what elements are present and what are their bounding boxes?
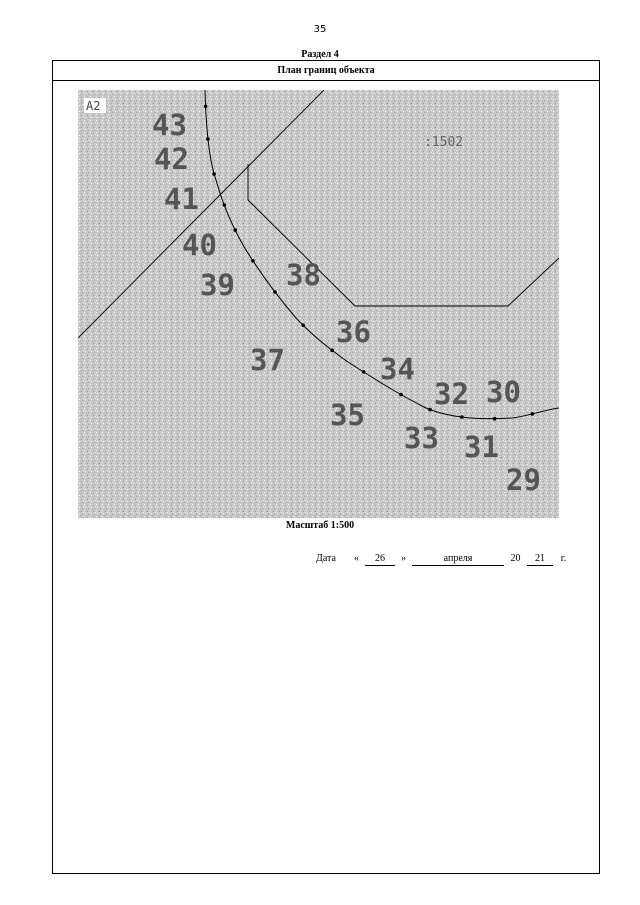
point-label-29: 29 (506, 463, 541, 497)
parcel-label: :1502 (424, 135, 464, 150)
point-label-43: 43 (152, 108, 187, 142)
boundary-point-marker (330, 349, 334, 353)
point-label-39: 39 (200, 268, 235, 302)
boundary-point-marker (493, 417, 497, 421)
date-line (316, 553, 567, 566)
boundary-point-marker (223, 203, 227, 207)
point-label-41: 41 (164, 182, 199, 216)
point-label-38: 38 (286, 258, 321, 292)
point-label-36: 36 (336, 315, 371, 349)
boundary-point-marker (428, 408, 432, 412)
scale-label: Масштаб 1:500 (285, 520, 355, 531)
boundary-point-marker (531, 412, 535, 416)
boundary-point-marker (362, 370, 366, 374)
point-label-34: 34 (380, 352, 415, 386)
date-month-field: апреля (412, 553, 504, 566)
boundary-point-marker (212, 172, 216, 176)
section-title: Раздел 4 (301, 49, 339, 60)
point-label-35: 35 (330, 398, 365, 432)
date-year-field: 21 (527, 553, 553, 566)
date-close-quote: » (401, 553, 406, 564)
date-year-unit: г. (560, 553, 567, 564)
boundary-point-marker (251, 259, 255, 263)
point-label-37: 37 (250, 343, 285, 377)
date-year-prefix: 20 (510, 553, 521, 564)
sheet-label: А2 (86, 99, 101, 113)
boundary-point-marker (399, 393, 403, 397)
point-label-30: 30 (486, 375, 521, 409)
point-label-31: 31 (464, 430, 499, 464)
boundary-point-marker (233, 228, 237, 232)
date-open-quote: « (354, 553, 359, 564)
boundary-point-marker (206, 137, 210, 141)
boundary-point-marker (204, 105, 208, 109)
point-label-33: 33 (404, 421, 439, 455)
point-label-42: 42 (154, 142, 189, 176)
page-number: 35 (313, 24, 327, 35)
plan-title: План границ объекта (53, 61, 599, 81)
boundary-point-marker (273, 290, 277, 294)
boundary-point-marker (301, 324, 305, 328)
boundary-map (78, 90, 559, 518)
boundary-point-marker (460, 415, 464, 419)
point-label-32: 32 (434, 377, 469, 411)
date-day-field: 26 (365, 553, 395, 566)
point-label-40: 40 (182, 228, 217, 262)
date-prefix: Дата (316, 553, 336, 564)
